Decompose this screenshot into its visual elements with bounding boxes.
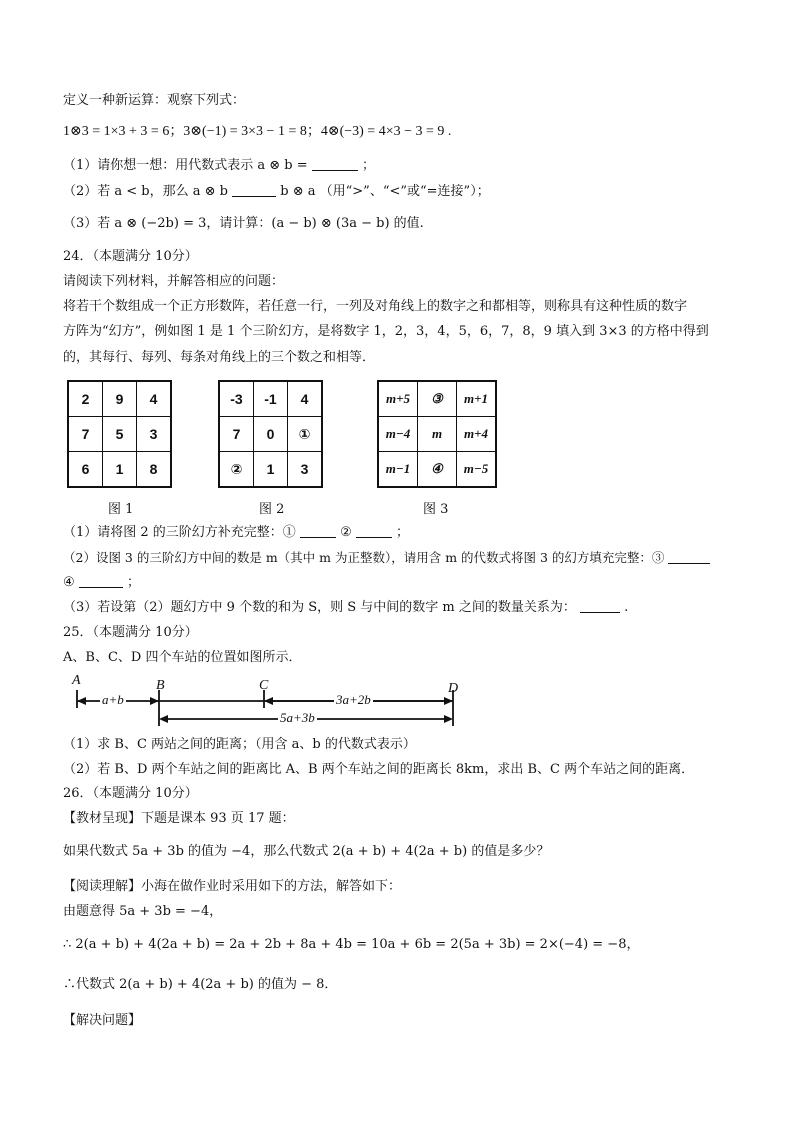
q23-part1-end: ； xyxy=(361,158,375,173)
magic-square-cell: 7 xyxy=(68,417,103,452)
q24-text-line3: 的，其每行、每列、每条对角线上的三个数之和相等． xyxy=(63,350,376,365)
q26-header: 26．（本题满分 10分） xyxy=(63,786,198,801)
magic-square-cell: 5 xyxy=(103,417,137,452)
magic-square-cell: 4 xyxy=(137,381,172,417)
q23-part1-text: （1）请你想一想：用代数式表示 a ⊗ b = xyxy=(63,158,308,173)
magic-square-cell: m+1 xyxy=(457,381,497,417)
q25-header: 25．（本题满分 10分） xyxy=(63,625,198,640)
q24-part2-text: （2）设图 3 的三阶幻方中间的数是 m（其中 m 为正整数），请用含 m 的代数式将图 3 的幻方填充完整：③ xyxy=(63,550,665,565)
magic-square-cell: 1 xyxy=(254,452,288,488)
magic-square-cell: 3 xyxy=(137,417,172,452)
q26-step1: 由题意得 5a + 3b = −4， xyxy=(63,904,223,919)
q25-lead: A、B、C、D 四个车站的位置如图所示． xyxy=(63,650,302,665)
q24-part1-end: ； xyxy=(396,525,410,540)
q24-part2-end: ； xyxy=(126,575,140,590)
q23-part2-text-a: （2）若 a < b，那么 a ⊗ b xyxy=(63,184,228,199)
magic-square-cell: m−4 xyxy=(378,417,418,452)
q24-part2-mark4: ④ xyxy=(63,575,75,590)
magic-square-cell: 2 xyxy=(68,381,103,417)
q26-solve-heading: 【解决问题】 xyxy=(63,1013,142,1028)
magic-square-cell: m+5 xyxy=(378,381,418,417)
distance-cd-label: 3a+2b xyxy=(336,692,371,707)
q26-step3: ∴代数式 2(a + b) + 4(2a + b) 的值为 − 8． xyxy=(63,977,338,992)
q26-step2: ∴ 2(a + b) + 4(2a + b) = 2a + 2b + 8a + 4b = 10a + 6b = 2(5a + 3b) = 2×(−4) = −8， xyxy=(63,937,640,952)
magic-square-cell: ② xyxy=(219,452,254,488)
q24-part3-text: （3）若设第（2）题幻方中 9 个数的和为 S，则 S 与中间的数字 m 之间的数量关系为： xyxy=(63,600,576,615)
magic-square-cell: 6 xyxy=(68,452,103,488)
magic-square-cell: ① xyxy=(288,417,323,452)
magic-square-cell: m−5 xyxy=(457,452,497,488)
magic-square-cell: ④ xyxy=(418,452,457,488)
q24-lead: 请阅读下列材料，并解答相应的问题： xyxy=(63,274,285,289)
magic-square-cell: 8 xyxy=(137,452,172,488)
station-b-label: B xyxy=(156,678,165,693)
fig1-caption: 图 1 xyxy=(108,502,134,517)
fig2-caption: 图 2 xyxy=(259,502,285,517)
q24-text-line2: 方阵为“幻方”，例如图 1 是 1 个三阶幻方，是将数字 1，2，3，4，5，6，7，8，9 填入到 3×3 的方格中得到 xyxy=(63,324,709,339)
magic-square-cell: ③ xyxy=(418,381,457,417)
q24-text-line1: 将若干个数组成一个正方形数阵，若任意一行，一列及对角线上的数字之和都相等，则称具有这种性质的数字 xyxy=(63,299,688,314)
q26-reading: 【阅读理解】小海在做作业时采用如下的方法，解答如下： xyxy=(63,879,402,894)
magic-square-cell: 7 xyxy=(219,417,254,452)
distance-ab-label: a+b xyxy=(102,692,124,707)
example-expressions: 1⊗3 = 1×3 + 3 = 6；3⊗(−1) = 3×3 − 1 = 8；4⊗(−3) = 4×3 − 3 = 9 . xyxy=(63,124,452,139)
q24-part3-end: . xyxy=(624,600,629,615)
magic-square-cell: m−1 xyxy=(378,452,418,488)
station-d-label: D xyxy=(448,681,459,696)
magic-square-cell: 4 xyxy=(288,381,323,417)
distance-bd-label: 5a+3b xyxy=(280,710,315,725)
magic-square-cell: 0 xyxy=(254,417,288,452)
fig3-caption: 图 3 xyxy=(423,502,449,517)
magic-square-cell: m xyxy=(418,417,457,452)
q26-textbook: 【教材呈现】下题是课本 93 页 17 题： xyxy=(63,811,295,826)
q24-header: 24．（本题满分 10分） xyxy=(63,249,198,264)
q24-part1-mark2: ② xyxy=(340,525,352,540)
definition-text: 定义一种新运算：观察下列式： xyxy=(63,93,246,108)
magic-square-cell: 1 xyxy=(103,452,137,488)
station-a-label: A xyxy=(72,673,81,688)
magic-square-cell: 9 xyxy=(103,381,137,417)
q25-part1: （1）求 B、C 两站之间的距离；（用含 a、b 的代数式表示） xyxy=(63,737,416,752)
magic-square-cell: -1 xyxy=(254,381,288,417)
magic-square-cell: -3 xyxy=(219,381,254,417)
q23-part3: （3）若 a ⊗ (−2b) = 3，请计算：(a − b) ⊗ (3a − b) 的值. xyxy=(63,216,424,231)
station-c-label: C xyxy=(259,678,269,693)
q25-part2: （2）若 B、D 两个车站之间的距离比 A、B 两个车站之间的距离长 8km，求出 B、C 两个车站之间的距离． xyxy=(63,762,695,777)
magic-square-cell: m+4 xyxy=(457,417,497,452)
magic-square-cell: 3 xyxy=(288,452,323,488)
q24-part1-text: （1）请将图 2 的三阶幻方补充完整：① xyxy=(63,525,296,540)
q23-part2-text-b: b ⊗ a （用“>”、“<”或“=连接”）； xyxy=(280,184,490,199)
q26-question: 如果代数式 5a + 3b 的值为 −4，那么代数式 2(a + b) + 4(2a + b) 的值是多少？ xyxy=(63,844,550,859)
